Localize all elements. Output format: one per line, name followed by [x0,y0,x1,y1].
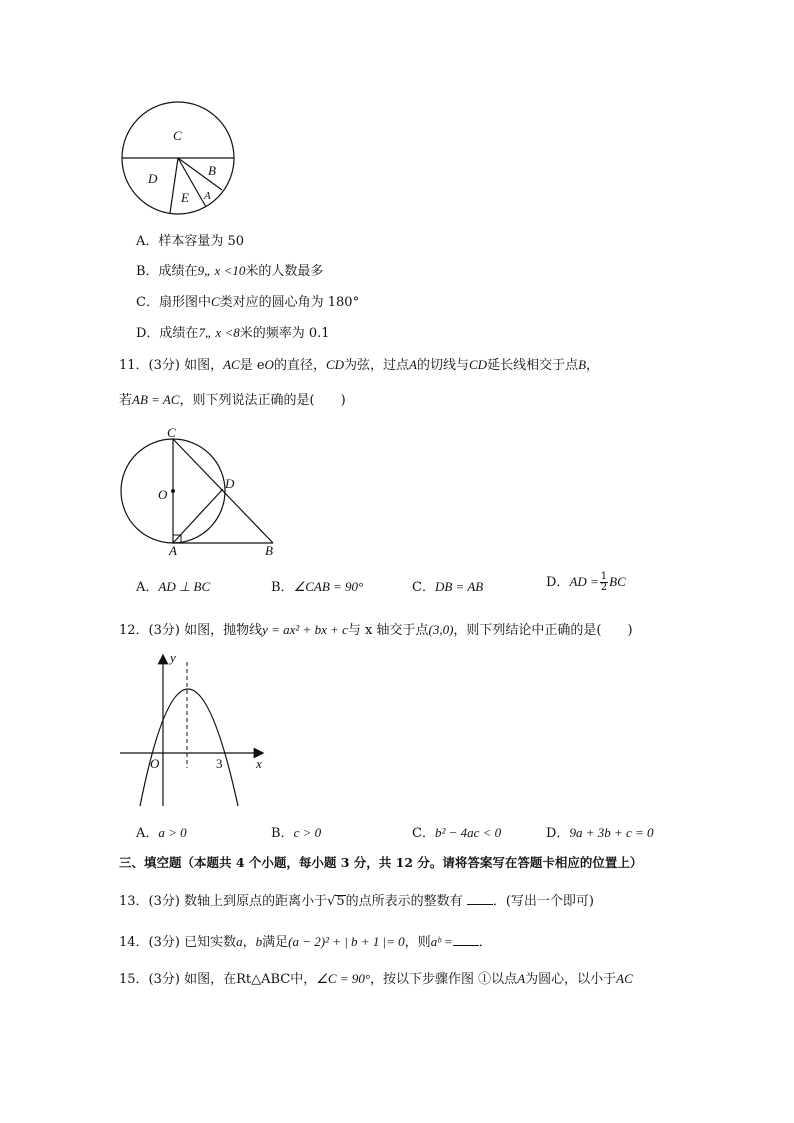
pie-label-c: C [173,128,182,143]
section3-title: 三、填空题（本题共 4 个小题，每小题 3 分，共 12 分。请将答案写在答题卡相应的位置上） [119,855,643,870]
sqrt-radicand: 5 [336,894,345,909]
label-three: 3 [216,756,223,771]
label-origin: O [150,756,160,771]
q12-option-d: D．9a + 3b + c = 0 [546,825,654,841]
q12-stem: 12．(3分) 如图，抛物线y = ax² + bx + c与 x 轴交于点(3,0)，则下列结论中正确的是( ) [119,622,633,638]
parabola-curve [140,689,238,806]
q10-pie-chart [118,100,242,218]
q13-answer-blank[interactable] [467,892,493,905]
label-d: D [225,476,235,491]
pie-label-a: A [204,190,211,202]
q11-stem-line1: 11．(3分) 如图，AC是 eO的直径，CD为弦，过点A的切线与CD延长线相交于点B， [119,357,600,373]
pie-label-e: E [181,190,189,205]
q12-parabola-figure [116,648,276,810]
q13-stem: 13．(3分) 数轴上到原点的距离小于√5的点所表示的整数有 ．(写出一个即可) [119,894,594,909]
q11-option-b: B．∠CAB = 90° [271,579,364,595]
q12-option-b: B．c > 0 [271,825,322,841]
q11-option-a: A．AD ⊥ BC [136,579,211,595]
label-y: y [170,650,176,665]
pie-label-d: D [148,171,158,186]
pie-radius-d-e [170,158,178,213]
q14-stem: 14．(3分) 已知实数a，b满足(a − 2)² + | b + 1 |= 0，则aᵇ = ． [119,934,492,950]
q14-answer-blank[interactable] [453,933,479,946]
q12-option-a: A．a > 0 [136,825,187,841]
label-o: O [158,487,168,502]
label-c: C [167,425,176,440]
q10-option-d: D．成绩在7„ x <8米的频率为 0.1 [136,325,330,341]
q11-option-d: D．AD = $\frac{1}{2}$ BC [546,571,626,593]
q11-circle-figure [116,424,288,558]
label-b: B [265,543,273,558]
q10-option-c: C．扇形图中C类对应的圆心角为 180° [136,294,360,310]
q10-option-b: B．成绩在9„ x <10米的人数最多 [136,263,324,279]
sqrt-symbol: √ [327,894,336,909]
label-x: x [256,756,262,771]
q15-stem: 15．(3分) 如图，在Rt△ABC中，∠C = 90°，按以下步骤作图 ①以点A为圆心，以小于AC [119,971,633,987]
q12-option-c: C．b² − 4ac < 0 [412,825,502,841]
q10-option-a: A．样本容量为 50 [136,234,245,249]
q11-option-c: C．DB = AB [412,579,484,595]
label-a: A [169,543,177,558]
fraction-one-half: $\frac{1}{2}$ [600,571,608,593]
pie-label-b: B [208,163,216,178]
center-dot [171,489,175,493]
q11-stem-line2: 若AB = AC，则下列说法正确的是( ) [119,392,346,408]
